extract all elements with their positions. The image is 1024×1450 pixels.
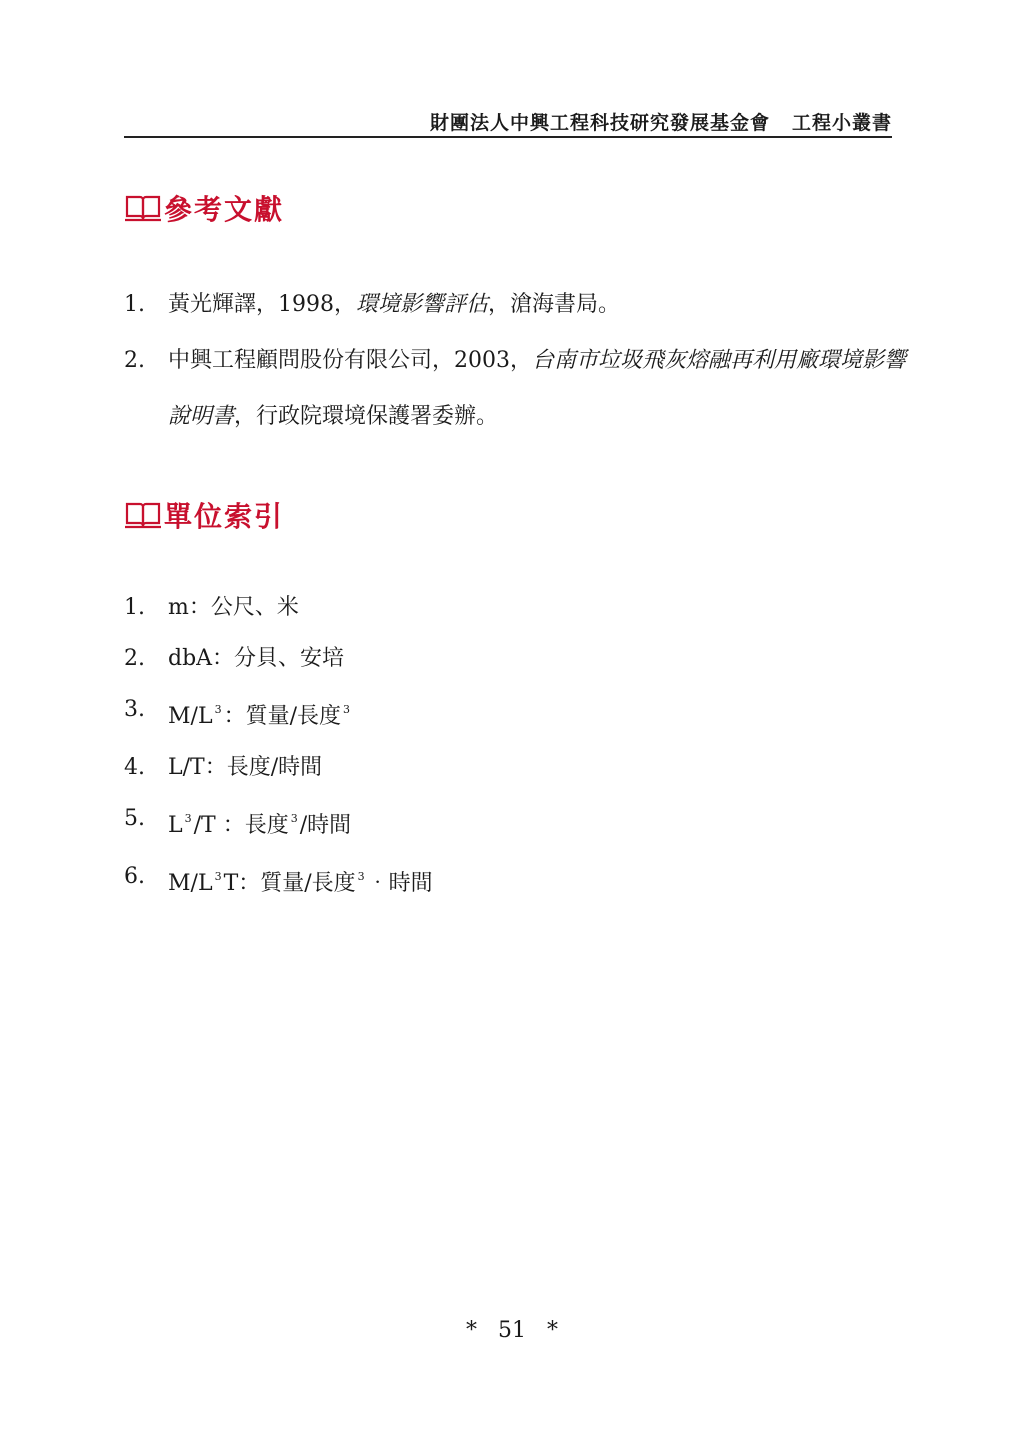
unit-superscript: 3 <box>357 870 365 883</box>
item-number: 1. <box>124 292 145 317</box>
unit-item <box>124 684 924 742</box>
unit-superscript: 3 <box>342 703 350 716</box>
item-number: 4. <box>124 755 145 780</box>
page-number: * 51 * <box>466 1318 558 1343</box>
reference-item <box>124 333 908 445</box>
item-number: 6. <box>124 864 145 889</box>
item-number: 1. <box>124 595 145 620</box>
unit-text-b: ：質量/長度 <box>223 704 341 729</box>
reference-publisher: ，滄海書局。 <box>488 292 621 317</box>
item-number: 3. <box>124 697 145 722</box>
unit-text-c: /時間 <box>299 813 352 838</box>
reference-publisher: ，行政院環境保護署委辦。 <box>234 404 499 429</box>
item-number: 2. <box>124 348 145 373</box>
unit-item <box>124 851 924 909</box>
units-title: 單位索引 <box>164 500 285 533</box>
unit-superscript: 3 <box>290 812 298 825</box>
unit-item <box>124 793 924 851</box>
unit-item <box>124 742 924 793</box>
header-organization: 財團法人中興工程科技研究發展基金會 <box>429 112 770 134</box>
book-icon <box>124 500 162 530</box>
reference-author-year: 黃光輝譯，1998， <box>168 292 356 317</box>
references-title: 參考文獻 <box>164 193 285 226</box>
unit-item <box>124 582 924 633</box>
unit-superscript: 3 <box>184 812 192 825</box>
unit-text-a: L <box>168 813 183 838</box>
item-number: 5. <box>124 806 145 831</box>
unit-text-b: T：質量/長度 <box>223 871 356 896</box>
unit-text: L/T：長度/時間 <box>168 755 323 780</box>
references-heading <box>124 188 284 228</box>
page-header <box>124 108 892 138</box>
reference-title: 台南市垃圾飛灰熔融再利用廠環境影響說明書 <box>168 348 907 429</box>
unit-item <box>124 633 924 684</box>
header-series: 工程小叢書 <box>791 112 892 134</box>
units-list <box>124 582 924 909</box>
unit-text-a: M/L <box>168 871 213 896</box>
book-icon <box>124 193 162 223</box>
unit-text-b: /T ：長度 <box>193 813 289 838</box>
unit-superscript: 3 <box>214 870 222 883</box>
unit-text-c: ‧時間 <box>366 871 433 896</box>
unit-text: m：公尺、米 <box>168 595 299 620</box>
item-number: 2. <box>124 646 145 671</box>
reference-item <box>124 277 924 333</box>
unit-text: dbA：分貝、安培 <box>168 646 345 671</box>
reference-author-year: 中興工程顧問股份有限公司，2003， <box>168 348 532 373</box>
unit-superscript: 3 <box>214 703 222 716</box>
unit-text-a: M/L <box>168 704 213 729</box>
references-list <box>124 277 924 445</box>
reference-title: 環境影響評估 <box>356 292 489 317</box>
units-heading <box>124 495 284 535</box>
